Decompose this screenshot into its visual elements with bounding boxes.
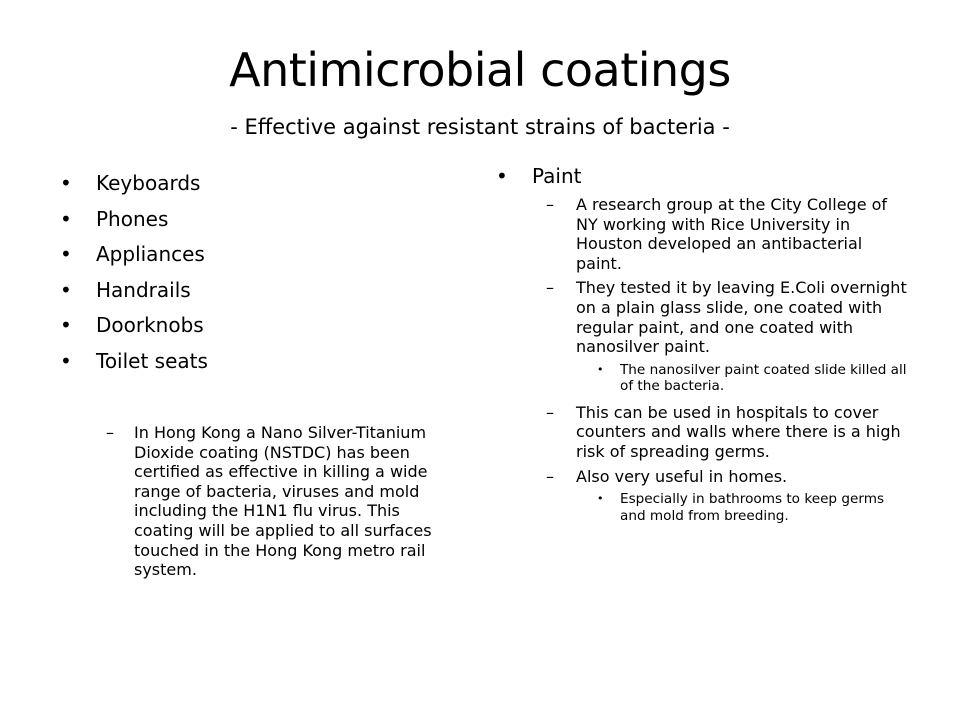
list-item — [60, 348, 460, 374]
list-item — [60, 312, 460, 338]
paint-list — [496, 163, 916, 524]
sub-item-text: They tested it by leaving E.Coli overnight on a plain glass slide, one coated with regular paint, and one coated with nanosilver paint. — [576, 278, 907, 357]
slide-subtitle: - Effective against resistant strains of bacteria - — [230, 115, 730, 139]
bullet-icon: • — [597, 362, 604, 376]
sub-item — [496, 195, 916, 273]
list-item-text: Paint — [532, 164, 582, 188]
bullet-icon: • — [60, 171, 72, 195]
bullet-icon: • — [60, 348, 72, 373]
bullet-icon: • — [597, 492, 604, 506]
list-item-text: Appliances — [96, 242, 205, 266]
sub-item — [496, 403, 916, 462]
list-item — [60, 206, 460, 232]
sub-item-text: This can be used in hospitals to cover counters and walls where there is a high risk of spreading germs. — [576, 402, 901, 461]
list-item-text: Doorknobs — [96, 313, 204, 337]
sub-item — [60, 423, 460, 580]
sub-item-text: A research group at the City College of NY working with Rice University in Houston developed an antibacterial paint. — [576, 195, 888, 273]
dash-icon: – — [546, 195, 554, 214]
dash-icon: – — [106, 423, 114, 442]
bullet-icon: • — [496, 164, 508, 188]
right-column — [496, 163, 916, 532]
list-item-text: Phones — [96, 206, 169, 231]
sub-sub-item — [496, 362, 916, 395]
list-item — [60, 241, 460, 267]
dash-icon: – — [546, 278, 554, 298]
list-item — [496, 163, 916, 189]
slide-title: Antimicrobial coatings — [229, 43, 731, 97]
sub-item-text: In Hong Kong a Nano Silver-Titanium Dioxide coating (NSTDC) has been certified as effective in killing a wide range of bacteria, viruses and mold including the H1N1 flu virus. This coating will be applied to all surfaces touched in the Hong Kong metro rail system. — [134, 423, 432, 580]
dash-icon: – — [546, 402, 554, 422]
sub-sub-item-text: Especially in bathrooms to keep germs and mold from breeding. — [620, 491, 885, 524]
surface-list — [60, 170, 460, 374]
sub-item-text: Also very useful in homes. — [576, 466, 788, 486]
list-item-text: Toilet seats — [96, 348, 208, 373]
hong-kong-note — [60, 423, 460, 580]
bullet-icon: • — [60, 277, 72, 302]
bullet-icon: • — [60, 313, 72, 337]
left-column — [60, 170, 460, 585]
list-item-text: Handrails — [96, 277, 191, 302]
bullet-icon: • — [60, 242, 72, 266]
list-item — [60, 277, 460, 303]
dash-icon: – — [546, 466, 554, 486]
list-item — [60, 170, 460, 196]
sub-sub-item-text: The nanosilver paint coated slide killed all of the bacteria. — [620, 361, 907, 395]
sub-item — [496, 278, 916, 356]
bullet-icon: • — [60, 206, 72, 231]
sub-sub-item — [496, 491, 916, 524]
spacer — [60, 383, 460, 423]
sub-item — [496, 467, 916, 487]
list-item-text: Keyboards — [96, 171, 201, 195]
